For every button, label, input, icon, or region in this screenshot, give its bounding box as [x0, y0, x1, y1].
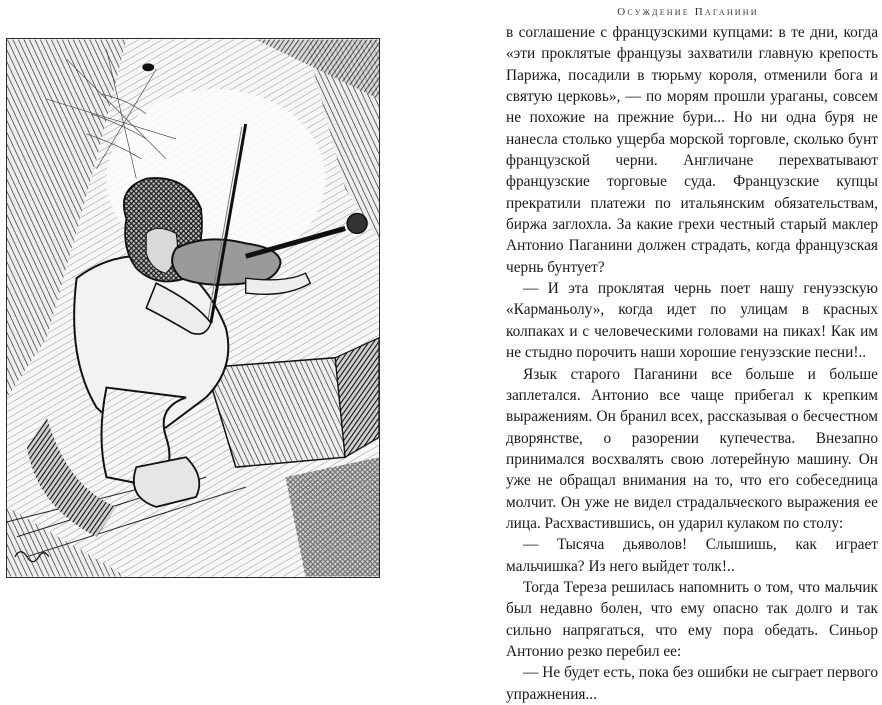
paragraph: — Не будет есть, пока без ошибки не сыграет первого упражнения...: [506, 664, 878, 703]
paragraph: в соглашение с французскими купцами: в те дни, когда «эти проклятые французы захватили главную крепость Парижа, посадили в тюрьму короля, отменили бога и святую церковь», — по морям прошли ураганы, совсем не похожие на прежние бури... Но ни одна буря не нанесла столько ущерба морской торговле, сколько бунт французской черни. Англичане перехватывают французские торговые суда. Французские купцы прекратили платежи по итальянским обязательствам, биржа заглохла. За какие грехи честный старый маклер Антонио Паганини должен страдать, когда французская чернь бунтует?: [506, 24, 878, 276]
paragraph: Тогда Тереза решилась напомнить о том, что мальчик был недавно болен, что ему опасно так долго и так сильно напрягаться, что ему пора обедать. Синьор Антонио резко перебил ее:: [506, 578, 878, 660]
paragraph: — Тысяча дьяволов! Слышишь, как играет мальчишка? Из него выйдет толк!..: [506, 536, 878, 575]
paragraph: Язык старого Паганини все больше и больше заплетался. Антонио все чаще прибегал к крепким выражениям. Он бранил всех, рассказывая о бесчестном дворянстве, о разорении купечества. Внезапно принимался восхвалять свою лотерейную машину. Он уже не обращал внимания на то, что его собеседница молчит. Он уже не видел страдальческого выражения ее лица. Расхвастившись, он ударил кулаком по столу:: [506, 365, 878, 532]
paragraph: — И эта проклятая чернь поет нашу генуэзскую «Карманьолу», когда идет по улицам в красных колпаках и с человеческими головами на пиках! Как им не стыдно порочить наши хорошие генуэзские песни!..: [506, 280, 878, 362]
violinist-engraving: [6, 38, 380, 578]
body-text: [506, 22, 878, 705]
running-header: Осуждение Паганини: [617, 6, 759, 18]
